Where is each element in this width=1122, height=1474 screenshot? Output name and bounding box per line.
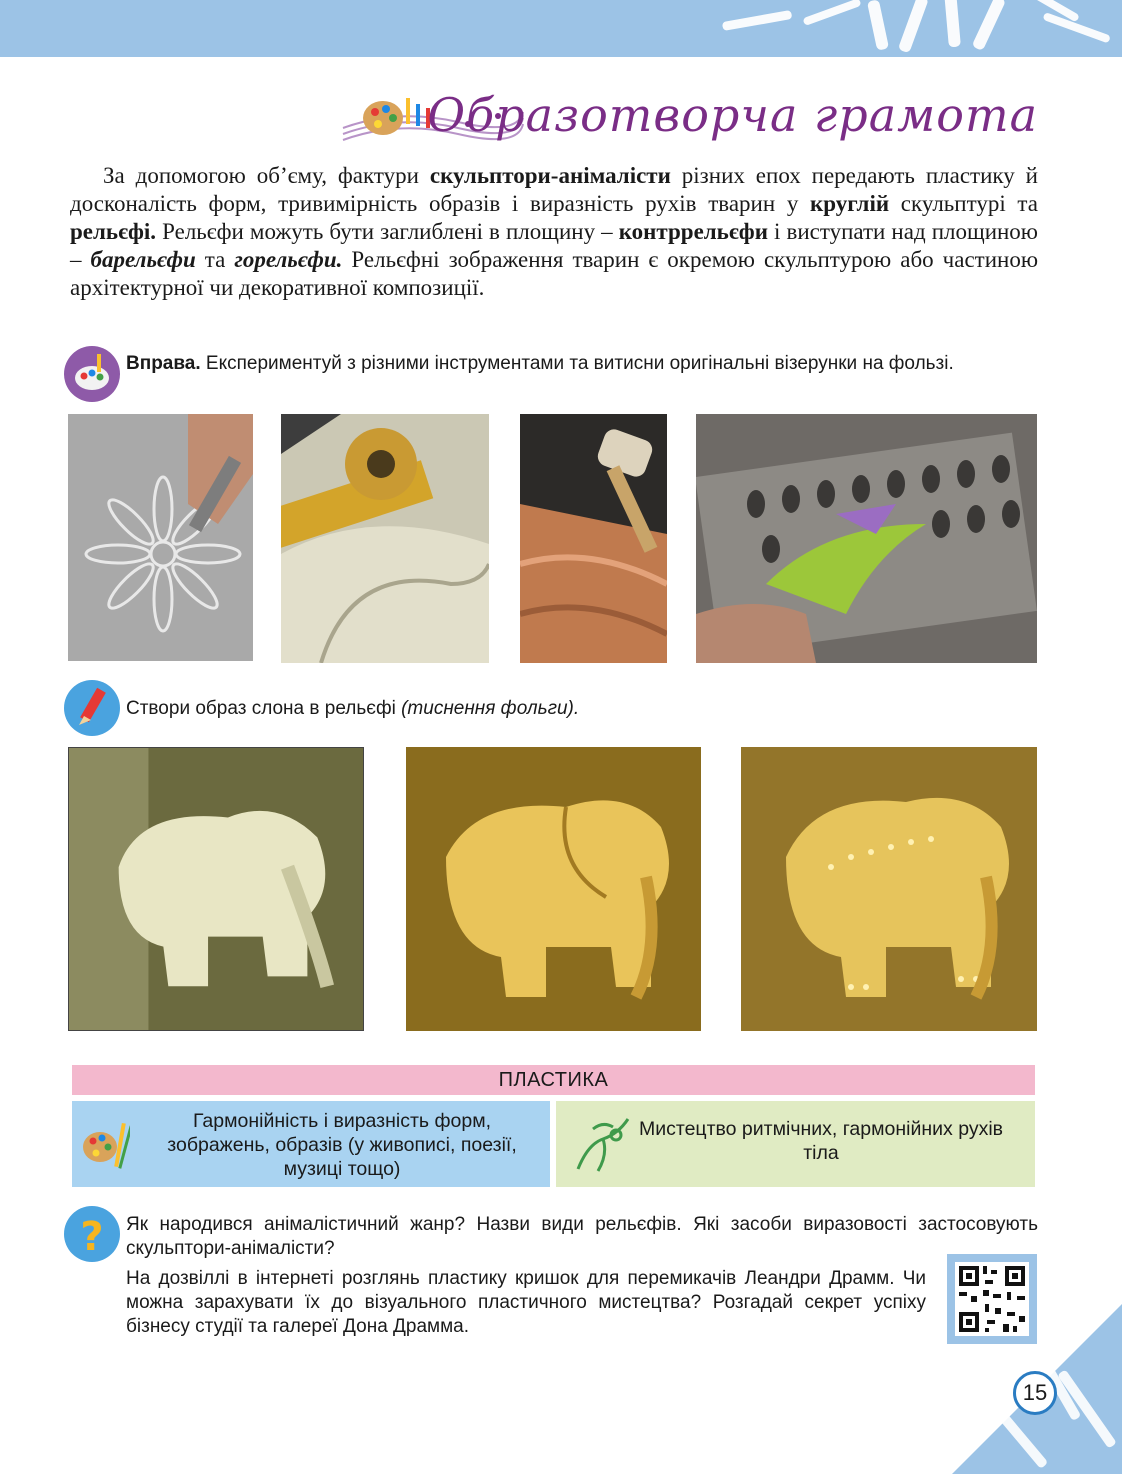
intro-paragraph: За допомогою об’єму, фактури скульптори-анімалісти різних епох передають пластику й досконалість форм, тривимірність образів і виразність рухів тварин у круглій скульптурі та рельєфі. Рельєфи можуть бути заглиблені в площину – контррельєфи і виступати над площиною – барельєфи та горельєфи. Рельєфні зображення тварин є окремою скульптурою або частиною архітектурної чи декоративної композиції.: [70, 163, 1039, 300]
page-number: 15: [1013, 1371, 1057, 1415]
plastic-table-header: ПЛАСТИКА: [72, 1065, 1035, 1095]
palette-icon: [64, 346, 120, 402]
svg-text:?: ?: [80, 1214, 104, 1260]
photo-elephant-gold-foil: [406, 747, 701, 1031]
dancer-icon: [568, 1109, 638, 1179]
question-mark-icon: [64, 1206, 120, 1262]
palette-brushes-icon: [80, 1115, 130, 1175]
photo-foil-flower-engraving: [68, 414, 253, 661]
photo-grater-foil-texture: [696, 414, 1037, 663]
top-decorative-band: [0, 0, 1122, 57]
plastic-visual-text: Гармонійність і виразність форм, зображень, образів (у живописі, поезії, музиці тощо): [167, 1110, 517, 1180]
photo-elephant-decorated-foil: [741, 747, 1037, 1031]
brushes-decoration: [702, 0, 1122, 57]
photo-tracing-wheel-foil: [281, 414, 489, 663]
plastic-movement-text: Мистецтво ритмічних, гармонійних рухів тіла: [638, 1118, 1004, 1164]
page-title: Образотворча грамота: [427, 88, 1038, 142]
plastic-cell-visual: [72, 1101, 550, 1187]
exercise-text: Вправа. Експериментуй з різними інструментами та витисни оригінальні візерунки на фользі.: [126, 353, 954, 374]
plastic-cell-movement: [556, 1101, 1035, 1187]
question-1: Як народився анімалістичний жанр? Назви види рельєфів. Які засоби виразовості застосовують скульптори-анімалісти?: [126, 1214, 1038, 1259]
photo-elephant-silver-foil: [68, 747, 364, 1031]
section-heading: [338, 82, 1038, 152]
question-2: На дозвіллі в інтернеті розглянь пластику кришок для перемикачів Леандри Драмм. Чи можна зарахувати їх до візуального пластичного мистецтва? Розгадай секрет успіху бізнесу студії та галереї Дона Драмма.: [126, 1268, 926, 1337]
elephant-task-text: Створи образ слона в рельєфі (тиснення фольги).: [126, 698, 580, 719]
photo-hammer-copper-foil: [520, 414, 667, 663]
pencil-icon: [64, 680, 120, 736]
